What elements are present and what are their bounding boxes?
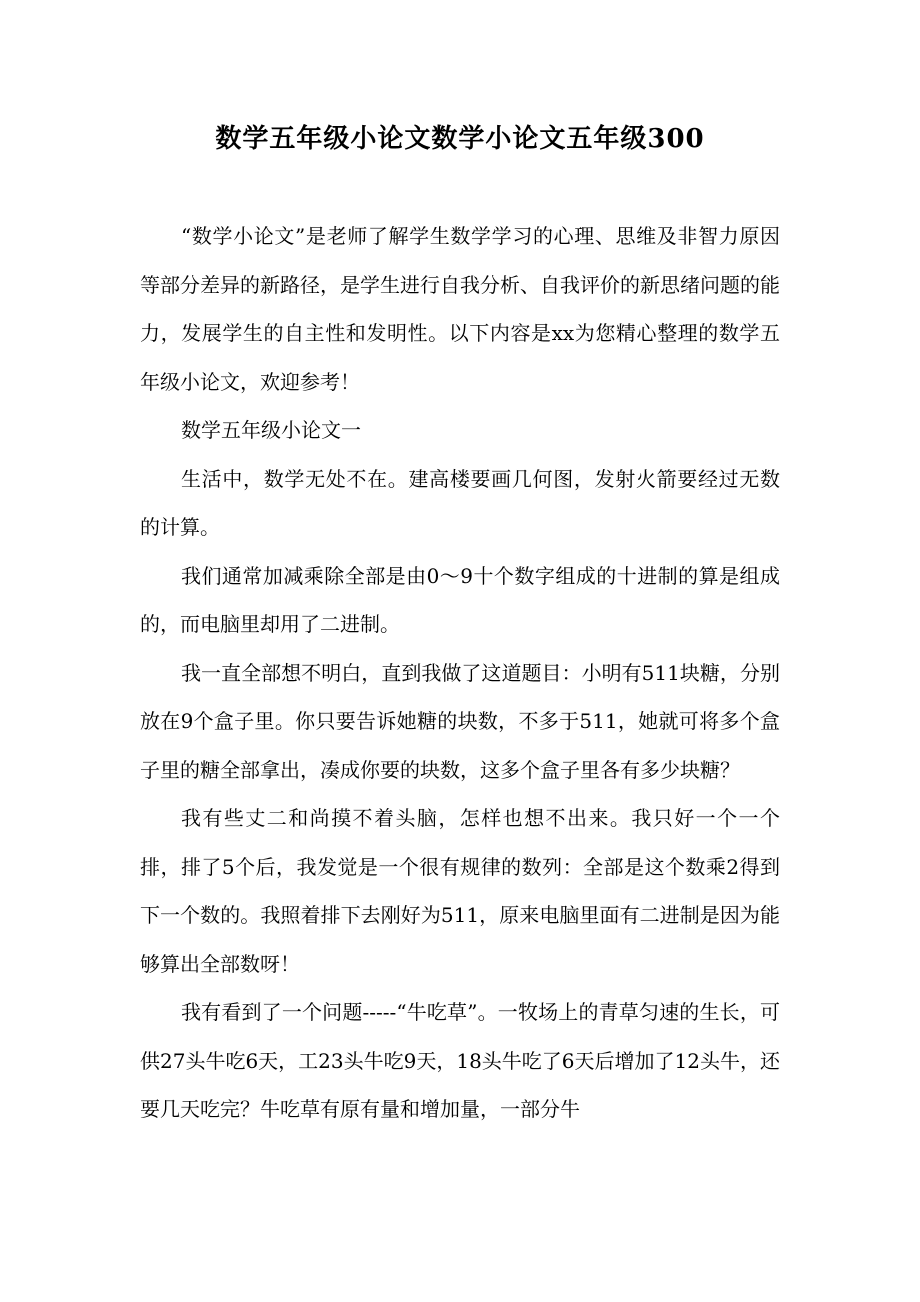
document-title: 数学五年级小论文数学小论文五年级300 — [215, 124, 705, 154]
paragraph: 我一直全部想不明白，直到我做了这道题目：小明有511块糖，分别放在9个盒子里。你只要告诉她糖的块数，不多于511，她就可将多个盒子里的糖全部拿出，凑成你要的块数，这多个盒子里各有多少块糖？ — [140, 660, 780, 782]
paragraph: 生活中，数学无处不在。建高楼要画几何图，发射火箭要经过无数的计算。 — [140, 466, 780, 539]
paragraph-intro: “数学小论文”是老师了解学生数学学习的心理、思维及非智力原因等部分差异的新路径，是学生进行自我分析、自我评价的新思绪问题的能力，发展学生的自主性和发明性。以下内容是xx为您精心整理的数学五年级小论文，欢迎参考！ — [140, 224, 780, 394]
paragraph: 我有看到了一个问题-----“牛吃草”。一牧场上的青草匀速的生长，可供27头牛吃6天，工23头牛吃9天，18头牛吃了6天后增加了12头牛，还要几天吃完？牛吃草有原有量和增加量，一部分牛 — [140, 1000, 780, 1121]
section-heading: 数学五年级小论文一 — [181, 418, 361, 442]
paragraph: 我们通常加减乘除全部是由0～9十个数字组成的十进制的算是组成的，而电脑里却用了二进制。 — [140, 563, 780, 636]
paragraph: 我有些丈二和尚摸不着头脑，怎样也想不出来。我只好一个一个排，排了5个后，我发觉是一个很有规律的数列：全部是这个数乘2得到下一个数的。我照着排下去刚好为511，原来电脑里面有二进制是因为能够算出全部数呀！ — [140, 806, 780, 976]
document-body — [140, 212, 780, 1134]
